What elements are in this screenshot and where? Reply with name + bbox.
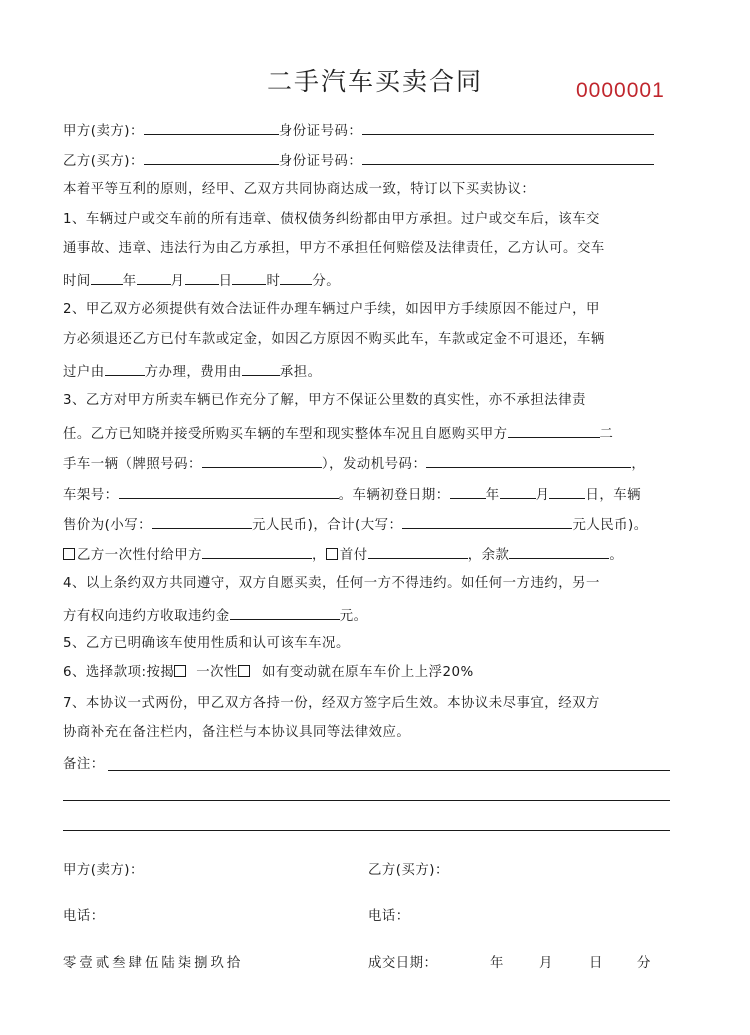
party-a-id-field[interactable]	[362, 120, 654, 135]
vin-field[interactable]	[119, 484, 339, 499]
price-small-field[interactable]	[152, 514, 252, 529]
party-b-row	[63, 150, 703, 171]
clause-3-line-4	[63, 484, 703, 505]
clause-3-line-1: 3、乙方对甲方所卖车辆已作充分了解，甲方不保证公里数的真实性，亦不承担法律责	[63, 393, 586, 408]
year-unit: 年	[122, 274, 137, 289]
reg-year-field[interactable]	[450, 484, 486, 499]
clause-1-line-3	[63, 270, 703, 291]
hour-unit: 时	[266, 274, 281, 289]
contract-title: 二手汽车买卖合同	[266, 67, 483, 96]
price-total-label: 元人民币)，合计(大写：	[252, 518, 403, 533]
currency-unit: 元人民币)。	[572, 518, 648, 533]
party-a-id-label: 身份证号码：	[278, 124, 363, 139]
balance-label: ，余款	[467, 548, 510, 563]
handover-hour-field[interactable]	[232, 270, 266, 285]
handover-minute-field[interactable]	[280, 270, 312, 285]
comma: ，	[312, 548, 326, 563]
clause-3-line-6	[63, 544, 703, 565]
party-b-name-field[interactable]	[144, 150, 279, 165]
clause-3-line-2	[63, 423, 703, 444]
checkbox-full[interactable]	[238, 665, 250, 677]
price-capital-field[interactable]	[402, 514, 572, 529]
clause-3-line-5	[63, 514, 703, 535]
clause-3-text: 任。乙方已知晓并接受所购买车辆的车型和现实整体车况且自愿购买甲方	[63, 427, 508, 442]
first-reg-label: 。车辆初登日期：	[338, 488, 450, 503]
month-unit: 月	[170, 274, 185, 289]
full-payment-field[interactable]	[202, 544, 312, 559]
period: 。	[609, 548, 624, 563]
fee-party-field[interactable]	[242, 361, 280, 376]
clause-6	[63, 664, 703, 682]
checkbox-full-payment[interactable]	[63, 548, 75, 560]
comma: ，	[631, 457, 646, 472]
handover-day-field[interactable]	[185, 270, 219, 285]
transfer-party-field[interactable]	[105, 361, 145, 376]
sign-party-a: 甲方(卖方)：	[63, 863, 144, 878]
bear-label: 承担。	[279, 365, 322, 380]
down-payment-field[interactable]	[368, 544, 468, 559]
option-full-label: 一次性	[196, 665, 238, 680]
remarks-line-1[interactable]	[108, 770, 670, 771]
full-payment-label: 乙方一次性付给甲方	[77, 548, 203, 563]
penalty-field[interactable]	[230, 605, 340, 620]
reg-month-field[interactable]	[500, 484, 536, 499]
deal-date-label: 成交日期：	[368, 956, 438, 971]
party-a-name-field[interactable]	[144, 120, 279, 135]
handover-time-label: 时间	[63, 274, 91, 289]
clause-4-line-2	[63, 605, 703, 626]
clause-3-line-3	[63, 453, 703, 474]
reg-day-field[interactable]	[549, 484, 585, 499]
yuan-unit: 元。	[339, 609, 368, 624]
vin-label: 车架号：	[63, 488, 119, 503]
clause-4-line-1: 4、以上条约双方共同遵守，双方自愿买卖，任何一方不得违约。如任何一方违约，另一	[63, 576, 600, 591]
clause-2-line-2: 方必须退还乙方已付车款或定金，如因乙方原因不购买此车，车款或定金不可退还，车辆	[63, 332, 605, 347]
clause-2-line-3	[63, 361, 703, 382]
checkbox-down-payment[interactable]	[326, 548, 338, 560]
balance-field[interactable]	[509, 544, 609, 559]
remarks-line-2[interactable]	[63, 800, 670, 801]
reg-month-unit: 月	[535, 488, 550, 503]
remarks-line-3[interactable]	[63, 830, 670, 831]
plate-label: 手车一辆（牌照号码：	[63, 457, 202, 472]
plate-number-field[interactable]	[202, 453, 322, 468]
party-a-label: 甲方(卖方)：	[63, 124, 144, 139]
party-a-row	[63, 120, 703, 141]
deal-date-month: 月	[539, 956, 553, 971]
down-payment-label: 首付	[339, 548, 368, 563]
deal-date-day: 日	[589, 956, 603, 971]
fee-by-label: 方办理，费用由	[144, 365, 242, 380]
clause-7-line-2: 协商补充在备注栏内，备注栏与本协议具同等法律效应。	[63, 725, 411, 740]
engine-number-field[interactable]	[426, 453, 631, 468]
penalty-label: 方有权向违约方收取违约金	[63, 609, 230, 624]
clause-3-cont: 二	[599, 427, 614, 442]
phone-party-b: 电话：	[368, 909, 410, 924]
deal-date-minute: 分	[637, 956, 651, 971]
seller-name-field[interactable]	[508, 423, 600, 438]
remarks-label: 备注：	[63, 757, 105, 772]
handover-year-field[interactable]	[91, 270, 123, 285]
minute-unit: 分。	[312, 274, 341, 289]
sign-party-b: 乙方(买方)：	[368, 863, 449, 878]
clause-2-line-1: 2、甲乙双方必须提供有效合法证件办理车辆过户手续，如因甲方手续原因不能过户，甲	[63, 302, 600, 317]
handover-month-field[interactable]	[137, 270, 171, 285]
clause-1-line-1: 1、车辆过户或交车前的所有违章、债权债务纠纷都由甲方承担。过户或交车后，该车交	[63, 212, 600, 227]
clause-7-line-1: 7、本协议一式两份，甲乙双方各持一份，经双方签字后生效。本协议未尽事宜，经双方	[63, 696, 600, 711]
chinese-numerals: 零壹贰叁肆伍陆柒捌玖拾	[63, 956, 244, 971]
engine-label: ），发动机号码：	[321, 457, 427, 472]
price-float-note: 如有变动就在原车车价上上浮20%	[261, 665, 474, 680]
party-b-label: 乙方(买方)：	[63, 154, 144, 169]
reg-day-unit: 日，车辆	[585, 488, 642, 503]
price-small-label: 售价为(小写：	[63, 518, 153, 533]
clause-5: 5、乙方已明确该车使用性质和认可该车车况。	[63, 636, 350, 651]
intro-text: 本着平等互利的原则，经甲、乙双方共同协商达成一致，特订以下买卖协议：	[63, 182, 536, 197]
phone-party-a: 电话：	[63, 909, 105, 924]
serial-number: 0000001	[576, 79, 665, 102]
checkbox-mortgage[interactable]	[174, 665, 186, 677]
day-unit: 日	[218, 274, 233, 289]
option-mortgage-label: 6、选择款项:按揭	[63, 665, 175, 680]
deal-date-year: 年	[490, 956, 504, 971]
reg-year-unit: 年	[485, 488, 500, 503]
transfer-by-label: 过户由	[63, 365, 105, 380]
party-b-id-label: 身份证号码：	[278, 154, 363, 169]
clause-1-line-2: 通事故、违章、违法行为由乙方承担，甲方不承担任何赔偿及法律责任，乙方认可。交车	[63, 241, 605, 256]
party-b-id-field[interactable]	[362, 150, 654, 165]
